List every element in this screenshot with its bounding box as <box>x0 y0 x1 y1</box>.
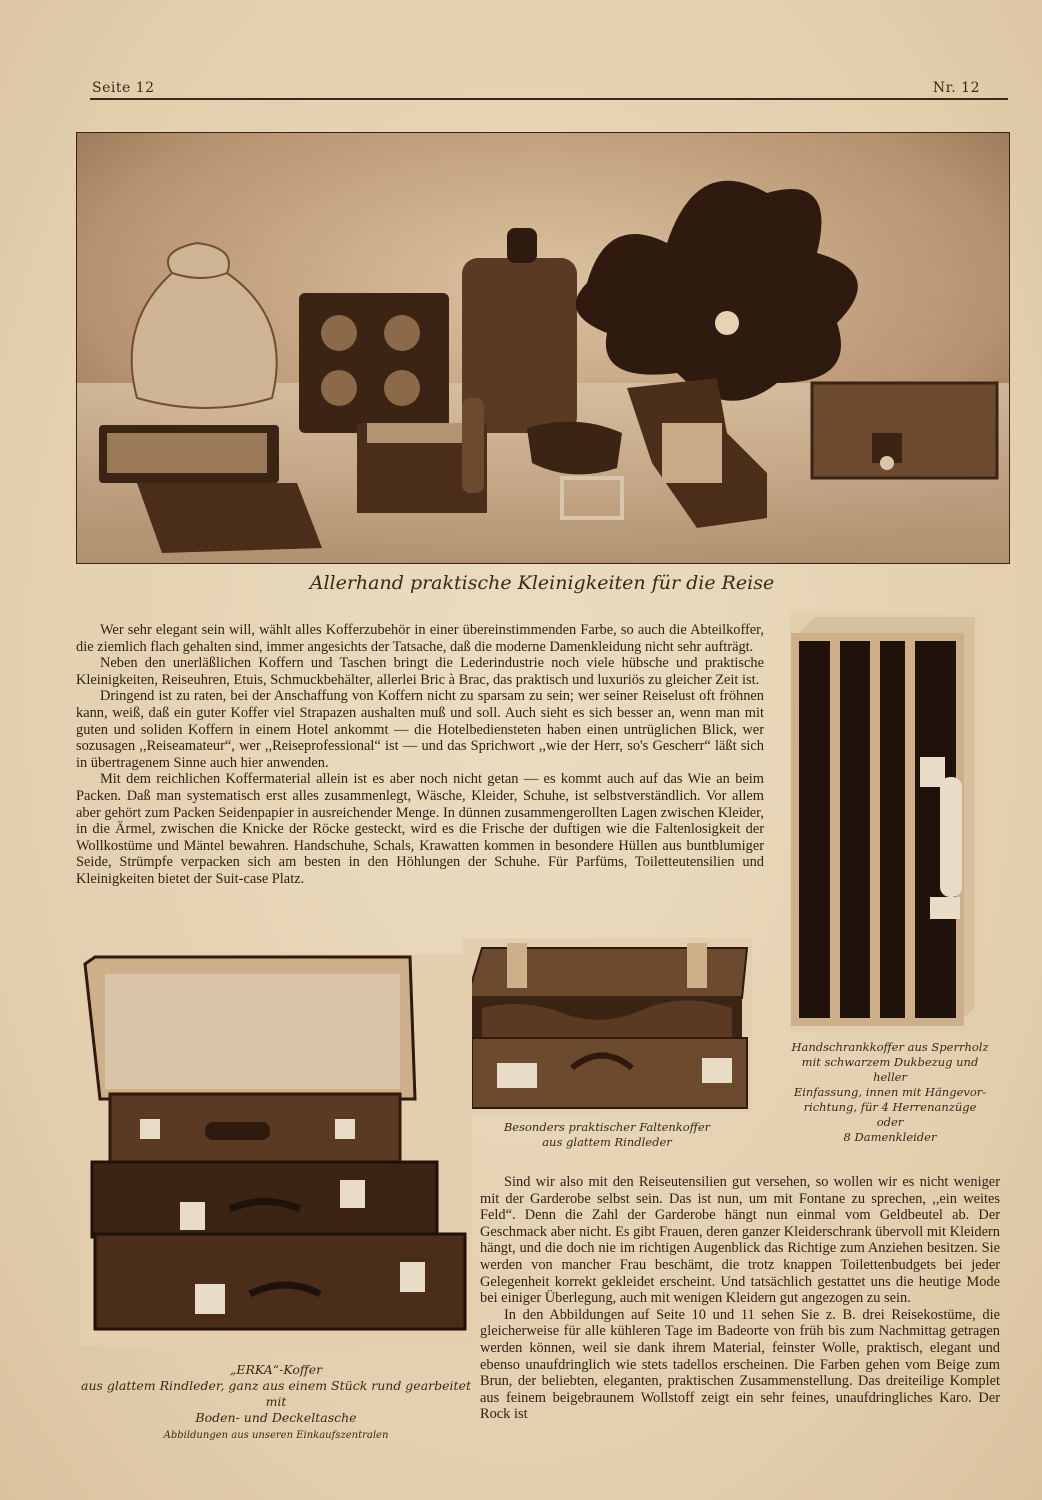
photo-credit: Abbildungen aus unseren Einkaufszentralen <box>163 1430 389 1441</box>
paragraph: Dringend ist zu raten, bei der Anschaffung von Koffern nicht zu sparsam zu sein; wer seiner Reiselust oft fröhnen kann, weiß, daß ein guter Koffer viel Strapazen aushalten muß und soll. Auch sieht es sich besser an, wenn man mit guten und soliden Koffern in einem Hotel ankommt — die Hotelbediensteten haben einen untrüglichen Blick, wer sozusagen ,,Reiseamateur“, wer ,,Reiseprofessional“ ist — und das Sprichwort ,,wie der Herr, so's Gescherr“ läßt sich in übertragenem Sinne auch hier anwenden. <box>76 688 764 771</box>
paragraph: Mit dem reichlichen Koffermaterial allein ist es aber noch nicht getan — es kommt auch auf das Wie an beim Packen. Daß man systematisch erst alles zusammenlegt, Wäsche, Kleider, Schuhe, ist selbstverständlich. Vor allem aber gehört zum Packen Seidenpapier in ausreichender Menge. In dünnen zusammengerollten Lagen zwischen Kleider, in die Ärmel, zwischen die Knicke der Röcke gesteckt, wird es die Frische der duftigen wie die Faltenlosigkeit der Wollkostüme und Mäntel bewahren. Handschuhe, Schals, Krawatten kommen in besondere Hüllen aus buntblumiger Seide, Strümpfe verpacken sich am besten in den Höhlungen der Schuhe. Für Parfüms, Toiletteutensilien und Kleinigkeiten bietet der Suit-case Platz. <box>76 771 764 887</box>
article-top-text <box>76 622 764 888</box>
wardrobe-trunk-photo <box>790 612 980 1032</box>
paragraph: Sind wir also mit den Reiseutensilien gut versehen, so wollen wir es nicht weniger mit der Garderobe selbst sein. Das ist nun, um mit Fontane zu sprechen, ,,ein weites Feld“. Denn die Zahl der Garderobe hängt nun einmal vom Geldbeutel ab. Der Geschmack aber nicht. Es gibt Frauen, deren ganzer Kleiderschrank übervoll mit Kleidern hängt, und die doch nie im richtigen Augenblick das Richtige zum Anziehen besitzen. Sie werden von mancher Frau beschämt, die trotz knappen Toilettenbudgets bei jeder Gelegenheit korrekt gekleidet erscheint. Und tatsächlich gestattet uns die heutige Mode bei einiger Überlegung, auch mit wenigen Kleidern gut angezogen zu sein. <box>480 1174 1000 1307</box>
paragraph: Wer sehr elegant sein will, wählt alles Kofferzubehör in einer übereinstimmenden Farbe, so auch die Abteilkoffer, die ziemlich flach gehalten sind, immer angesichts der Tatsache, daß die moderne Damenkleidung nicht sehr aufträgt. <box>76 622 764 655</box>
caption-line: mit schwarzem Dukbezug und heller <box>801 1055 979 1084</box>
article-bottom-text <box>480 1174 1000 1423</box>
caption-line: Besonders praktischer Faltenkoffer <box>503 1120 711 1134</box>
caption-line: Einfassung, innen mit Hängevor- <box>793 1085 987 1099</box>
erka-cases-photo <box>80 954 472 1346</box>
caption-line: „ERKA“-Koffer <box>229 1362 323 1377</box>
falten-case-photo <box>462 938 752 1113</box>
header-rule <box>90 98 1008 100</box>
issue-number-right: Nr. 12 <box>932 80 980 96</box>
caption-line: richtung, für 4 Herrenanzüge oder <box>803 1100 977 1129</box>
caption-line: Boden- und Deckeltasche <box>195 1410 357 1425</box>
erka-cases-caption <box>70 1362 482 1444</box>
caption-line: 8 Damenkleider <box>843 1130 937 1144</box>
caption-line: aus glattem Rindleder <box>542 1135 672 1149</box>
paragraph: Neben den unerläßlichen Koffern und Taschen bringt die Lederindustrie noch viele hübsche und praktische Kleinigkeiten, Reiseuhren, Etuis, Schmuckbehälter, allerlei Bric à Brac, das praktisch und luxuriös zu gleicher Zeit ist. <box>76 655 764 688</box>
falten-case-caption <box>462 1120 752 1150</box>
wardrobe-trunk-caption <box>790 1040 990 1145</box>
page-number-left: Seite 12 <box>92 80 155 96</box>
travel-accessories-photo <box>76 132 1010 564</box>
caption-line: Handschrankkoffer aus Sperrholz <box>791 1040 989 1054</box>
paragraph: In den Abbildungen auf Seite 10 und 11 sehen Sie z. B. drei Reisekostüme, die gleicherweise für alle kühleren Tage im Badeorte von früh bis zum Nachmittag getragen werden können, weil sie dank ihrem Material, feinster Wolle, praktisch, elegant und ebenso unaufdringlich wie stets tadellos erscheinen. Die Farben gehen vom Beige zum Brun, der beliebten, eleganten, praktischen Zusammenstellung. Das dreiteilige Komplet aus feinem beigebraunem Wollstoff zeigt ein sehr feines, unaufdringliches Karo. Der Rock ist <box>480 1306 1000 1423</box>
caption-line: aus glattem Rindleder, ganz aus einem Stück rund gearbeitet mit <box>81 1378 471 1409</box>
top-photo-caption: Allerhand praktische Kleinigkeiten für die Reise <box>309 572 775 594</box>
